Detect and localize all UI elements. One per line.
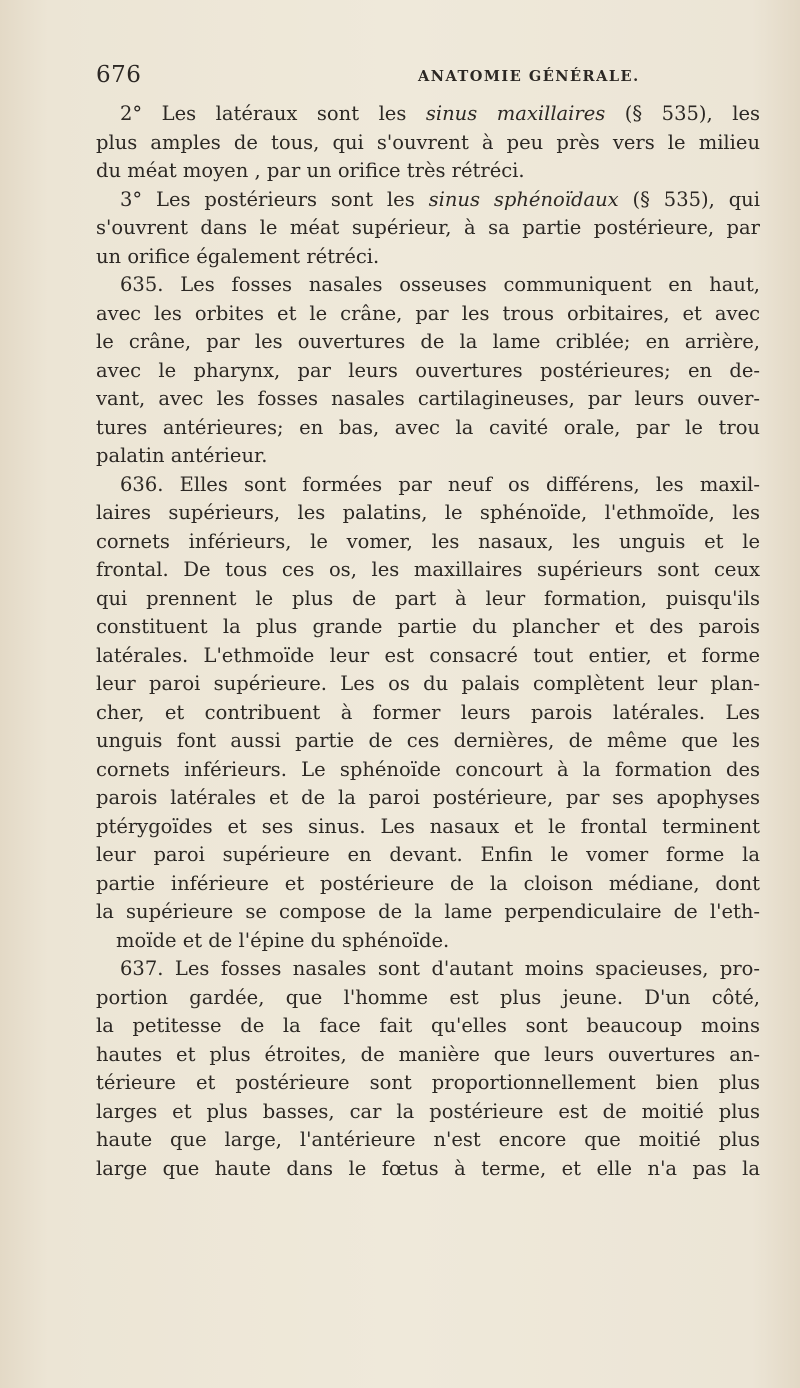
text-line: cornets inférieurs. Le sphénoïde concourt à la formation des bbox=[96, 757, 760, 781]
page-header bbox=[96, 62, 764, 92]
text-line: constituent la plus grande partie du plancher et des parois bbox=[96, 615, 760, 638]
text-line: unguis font aussi partie de ces dernières, de même que les bbox=[96, 729, 760, 752]
text-line: le crâne, par les ouvertures de la lame criblée; en arrière, bbox=[96, 330, 760, 353]
text-line: un orifice également rétréci. bbox=[96, 244, 380, 268]
text-line: térieure et postérieure sont proportionnellement bien plus bbox=[96, 1071, 760, 1094]
text-line: latérales. L'ethmoïde leur est consacré tout entier, et forme bbox=[96, 643, 760, 667]
text-line: leur paroi supérieure. Les os du palais complètent leur plan- bbox=[96, 672, 760, 695]
text-line: 636. Elles sont formées par neuf os différens, les maxil- bbox=[120, 472, 760, 496]
text-line: large que haute dans le fœtus à terme, et elle n'a pas la bbox=[96, 1156, 760, 1180]
text-line: qui prennent le plus de part à leur formation, puisqu'ils bbox=[96, 586, 760, 610]
text-line: laires supérieurs, les palatins, le sphénoïde, l'ethmoïde, les bbox=[96, 501, 760, 524]
text-line: parois latérales et de la paroi postérieure, par ses apophyses bbox=[96, 786, 760, 809]
text-line: avec le pharynx, par leurs ouvertures postérieures; en de- bbox=[96, 358, 760, 382]
text-line: tures antérieures; en bas, avec la cavité orale, par le trou bbox=[96, 415, 760, 439]
text-line: cher, et contribuent à former leurs parois latérales. Les bbox=[96, 700, 760, 724]
text-line: 637. Les fosses nasales sont d'autant moins spacieuses, pro- bbox=[120, 957, 760, 980]
text-line: la supérieure se compose de la lame perpendiculaire de l'eth- bbox=[96, 900, 760, 923]
text-line: s'ouvrent dans le méat supérieur, à sa partie postérieure, par bbox=[96, 216, 760, 239]
text-line: ptérygoïdes et ses sinus. Les nasaux et le frontal terminent bbox=[96, 814, 760, 838]
text-line: 635. Les fosses nasales osseuses communiquent en haut, bbox=[120, 273, 760, 296]
running-title: ANATOMIE GÉNÉRALE. bbox=[418, 68, 640, 85]
text-line: la petitesse de la face fait qu'elles sont beaucoup moins bbox=[96, 1014, 760, 1037]
page-number: 676 bbox=[96, 62, 142, 88]
text-line: moïde et de l'épine du sphénoïde. bbox=[116, 928, 450, 952]
text-line: portion gardée, que l'homme est plus jeune. D'un côté, bbox=[96, 985, 760, 1009]
text-line: du méat moyen , par un orifice très rétréci. bbox=[96, 159, 525, 182]
text-line: 2° Les latéraux sont les sinus maxillaires (§ 535), les bbox=[120, 102, 760, 125]
text-line: larges et plus basses, car la postérieure est de moitié plus bbox=[96, 1099, 760, 1123]
text-line: palatin antérieur. bbox=[96, 444, 268, 467]
text-line: avec les orbites et le crâne, par les trous orbitaires, et avec bbox=[96, 301, 760, 325]
text-line: leur paroi supérieure en devant. Enfin le vomer forme la bbox=[96, 843, 760, 866]
text-line: cornets inférieurs, le vomer, les nasaux, les unguis et le bbox=[96, 529, 760, 553]
text-line: 3° Les postérieurs sont les sinus sphénoïdaux (§ 535), qui bbox=[120, 187, 760, 211]
text-line: hautes et plus étroites, de manière que leurs ouvertures an- bbox=[96, 1042, 760, 1066]
text-line: haute que large, l'antérieure n'est encore que moitié plus bbox=[96, 1128, 760, 1151]
text-line: partie inférieure et postérieure de la cloison médiane, dont bbox=[96, 871, 760, 895]
text-line: frontal. De tous ces os, les maxillaires supérieurs sont ceux bbox=[96, 558, 760, 581]
text-line: vant, avec les fosses nasales cartilagineuses, par leurs ouver- bbox=[96, 387, 760, 410]
text-line: plus amples de tous, qui s'ouvrent à peu près vers le milieu bbox=[96, 130, 760, 154]
body-text bbox=[96, 100, 760, 1183]
